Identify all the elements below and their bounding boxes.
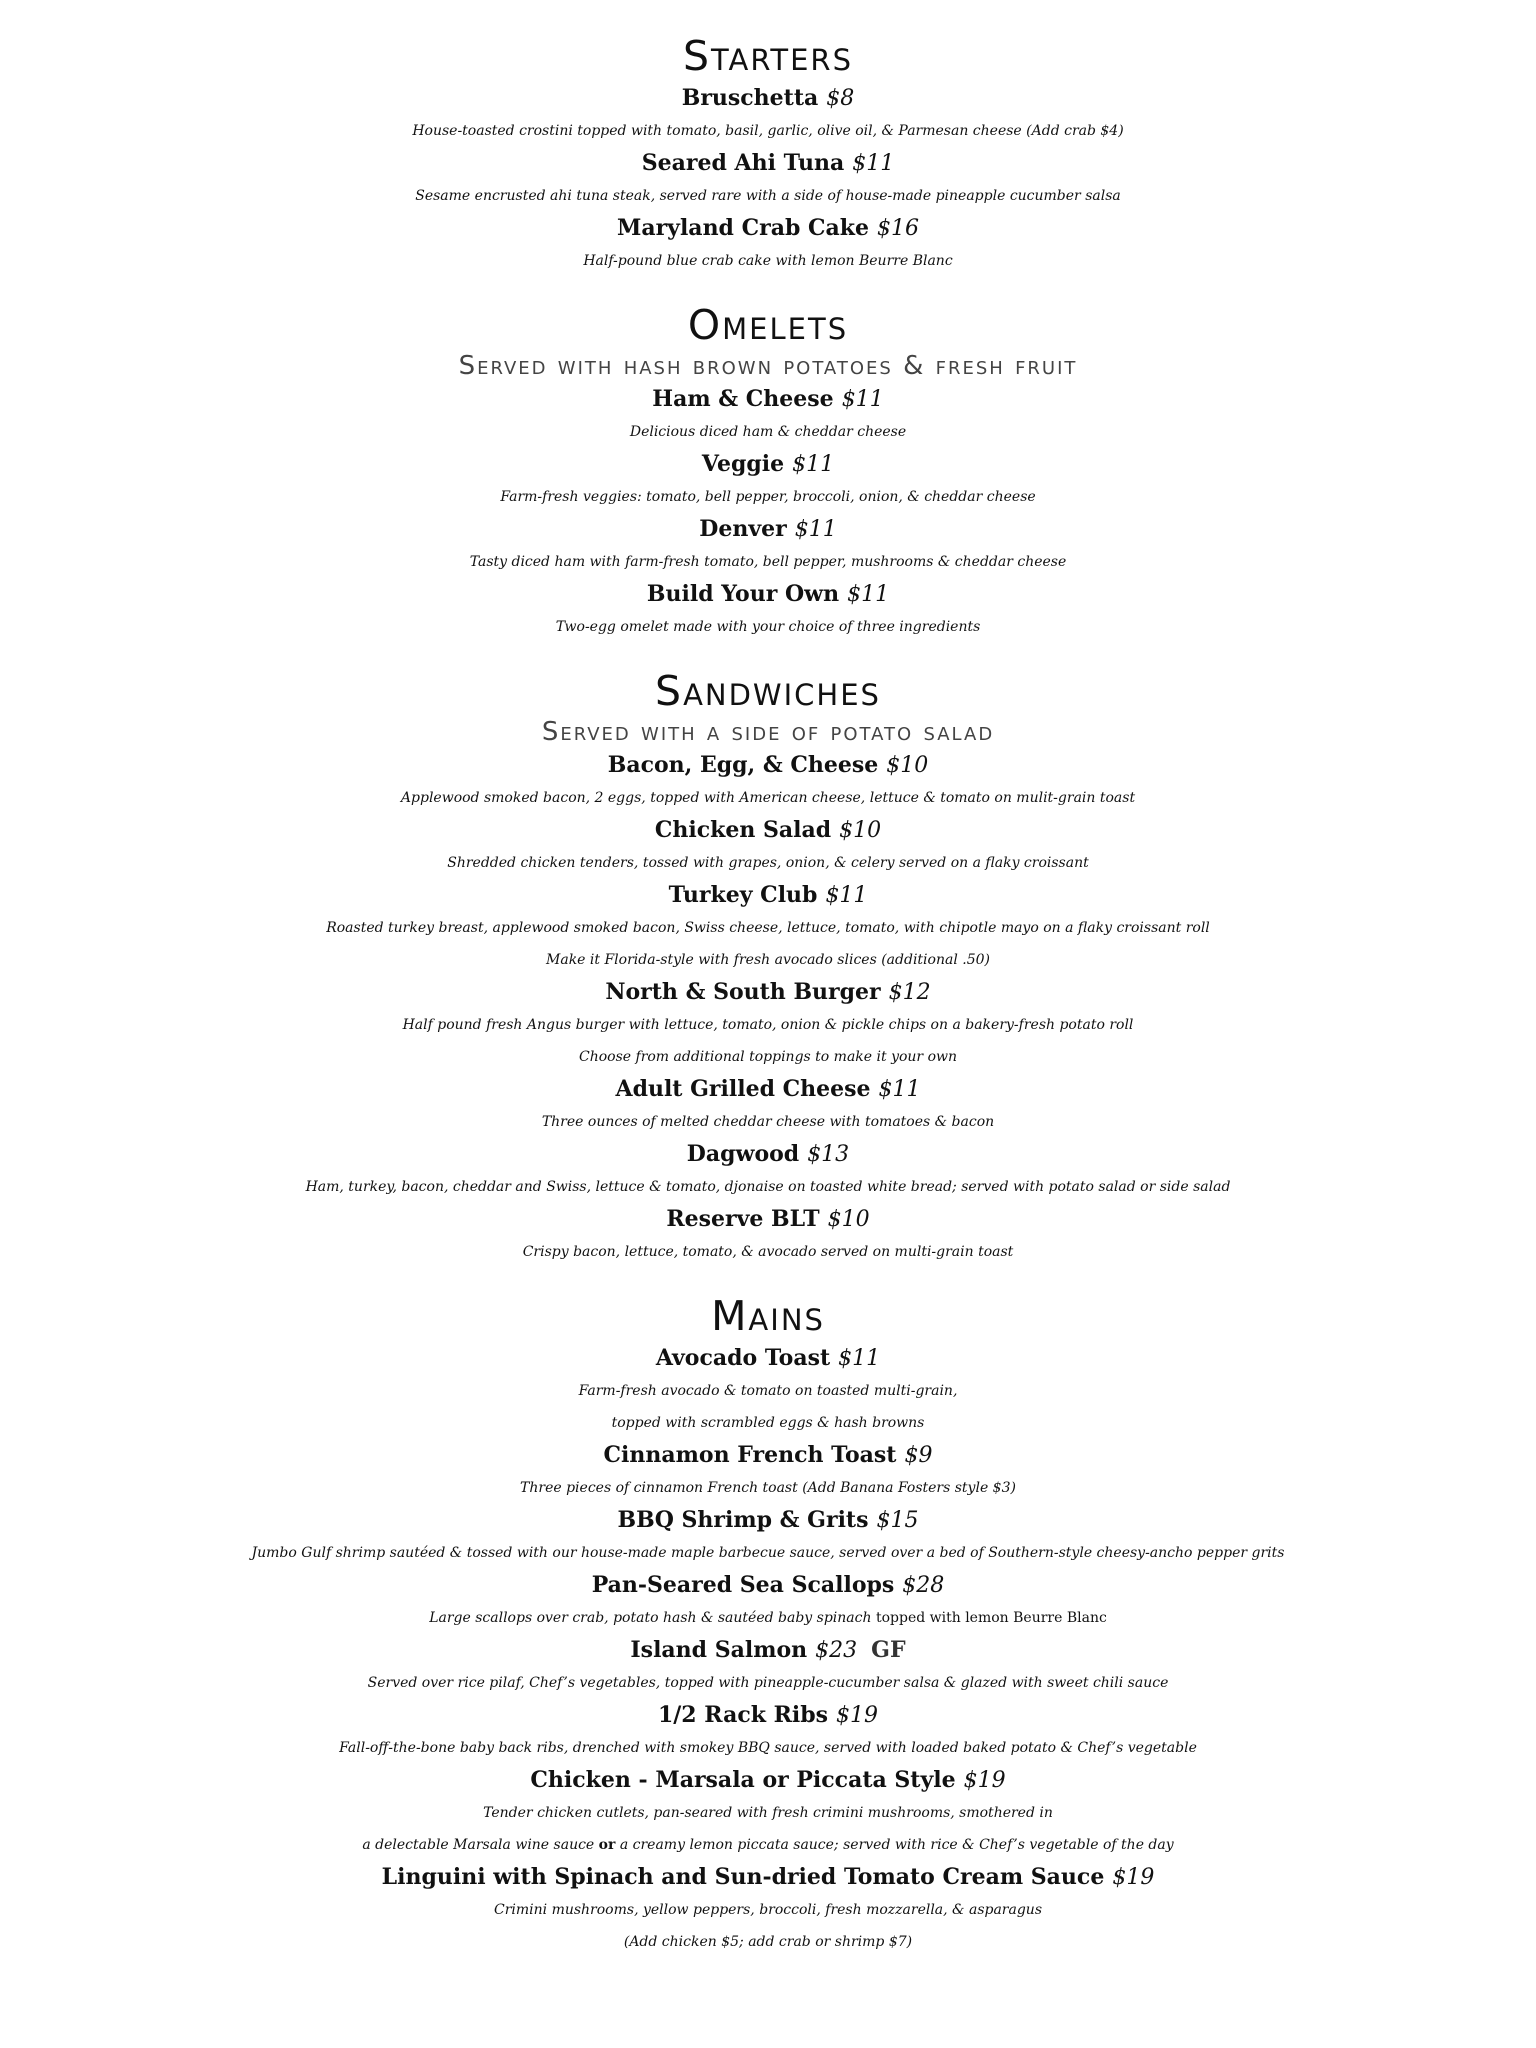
item-description-text: Half-pound blue crab cake with lemon Beurre Blanc [583,253,953,269]
item-price: $13 [807,1142,850,1167]
item-heading [0,1138,1536,1171]
menu-item [0,513,1536,578]
item-description [0,1829,1536,1861]
item-name: Ham & Cheese [652,386,834,412]
item-price: $11 [878,1077,921,1102]
item-name: Chicken - Marsala or Piccata Style [530,1767,956,1793]
item-heading [0,513,1536,546]
item-name: Veggie [701,451,785,477]
item-description-text: Three pieces of cinnamon French toast (Add Banana Fosters style $3) [520,1480,1016,1496]
menu-item [0,82,1536,147]
item-description [0,1894,1536,1926]
item-heading [0,448,1536,481]
item-description-text: Crimini mushrooms, yellow peppers, broccoli, fresh mozzarella, & asparagus [493,1902,1043,1918]
menu-section-sandwiches [0,665,1536,1268]
menu-item [0,1439,1536,1504]
menu-item [0,1138,1536,1203]
item-description [0,1009,1536,1041]
menu-item [0,1073,1536,1138]
menu-item [0,749,1536,814]
item-heading [0,212,1536,245]
item-heading [0,82,1536,115]
item-description [0,1797,1536,1829]
item-description-text: Shredded chicken tenders, tossed with grapes, onion, & celery served on a flaky croissant [447,855,1089,871]
item-description [0,481,1536,513]
item-price: $9 [904,1443,933,1468]
item-description [0,1732,1536,1764]
item-description [0,782,1536,814]
item-description-text: Choose from additional toppings to make it your own [579,1049,957,1065]
item-description-text: Applewood smoked bacon, 2 eggs, topped with American cheese, lettuce & tomato on mulit-grain toast [400,790,1136,806]
item-price: $28 [902,1573,945,1598]
item-description-text: Sesame encrusted ahi tuna steak, served rare with a side of house-made pineapple cucumber salsa [415,188,1121,204]
item-description [0,1926,1536,1958]
item-price: $23 [815,1638,858,1663]
item-heading [0,749,1536,782]
item-name: Build Your Own [646,581,840,607]
item-description-text: Three ounces of melted cheddar cheese with tomatoes & bacon [541,1114,995,1130]
item-description-text: House-toasted crostini topped with tomato, basil, garlic, olive oil, & Parmesan cheese (Add crab $4) [412,123,1124,139]
menu-item [0,879,1536,976]
menu-item [0,1342,1536,1439]
item-description-text: Two-egg omelet made with your choice of three ingredients [555,619,981,635]
item-name: Avocado Toast [655,1345,831,1371]
item-heading [0,976,1536,1009]
item-description [0,1041,1536,1073]
menu-item [0,212,1536,277]
item-description-text: topped with lemon Beurre Blanc [875,1610,1107,1626]
menu-item [0,1861,1536,1958]
section-title: Mains [711,1292,825,1340]
item-price: $11 [838,1346,881,1371]
menu-item [0,578,1536,643]
item-name: Island Salmon [630,1637,808,1663]
item-description [0,180,1536,212]
item-description-text: Fall-off-the-bone baby back ribs, drenched with smokey BBQ sauce, served with loaded baked potato & Chef’s vegetable [339,1740,1197,1756]
item-price: $11 [792,452,835,477]
item-description [0,1171,1536,1203]
item-name: 1/2 Rack Ribs [657,1702,829,1728]
item-heading [0,879,1536,912]
item-price: $12 [888,980,931,1005]
item-heading [0,1699,1536,1732]
item-description-text: Served over rice pilaf, Chef’s vegetables, topped with pineapple-cucumber salsa & glazed with sweet chili sauce [367,1675,1169,1691]
item-description [0,1375,1536,1407]
item-name: Cinnamon French Toast [603,1442,897,1468]
item-description [0,1602,1536,1634]
item-heading [0,1569,1536,1602]
item-heading [0,1342,1536,1375]
item-price: $16 [877,216,920,241]
item-description-text: a delectable Marsala wine sauce [362,1837,599,1853]
item-description-text: Large scallops over crab, potato hash & sautéed baby spinach [429,1610,876,1626]
item-description-text: Roasted turkey breast, applewood smoked bacon, Swiss cheese, lettuce, tomato, with chipotle mayo on a flaky croissant roll [326,920,1210,936]
item-name: Dagwood [686,1141,800,1167]
menu-item [0,814,1536,879]
item-name: Reserve BLT [666,1206,820,1232]
item-price: $19 [1112,1865,1155,1890]
item-description [0,944,1536,976]
item-description [0,1407,1536,1439]
item-description [0,546,1536,578]
item-heading [0,1439,1536,1472]
item-name: Bruschetta [681,85,819,111]
menu-item [0,1699,1536,1764]
item-name: Adult Grilled Cheese [615,1076,871,1102]
menu-item [0,1504,1536,1569]
item-name: BBQ Shrimp & Grits [617,1507,869,1533]
section-title: Starters [683,32,853,80]
item-name: Linguini with Spinach and Sun-dried Tomato Cream Sauce [381,1864,1105,1890]
menu-section-omelets [0,299,1536,643]
item-name: Pan-Seared Sea Scallops [591,1572,895,1598]
item-description-text: Farm-fresh avocado & tomato on toasted multi-grain, [578,1383,958,1399]
item-description [0,1537,1536,1569]
item-description-text: Delicious diced ham & cheddar cheese [629,424,907,440]
item-description [0,1472,1536,1504]
item-description [0,847,1536,879]
item-price: $15 [876,1508,919,1533]
item-heading [0,814,1536,847]
item-price: $11 [794,517,837,542]
item-price: $10 [886,753,929,778]
item-name: Seared Ahi Tuna [641,150,845,176]
item-heading [0,147,1536,180]
item-price: $8 [826,86,855,111]
item-description-text: (Add chicken $5; add crab or shrimp $7) [623,1934,913,1950]
item-description-text: Jumbo Gulf shrimp sautéed & tossed with our house-made maple barbecue sauce, served over a bed of Southern-style cheesy-ancho pepper grits [251,1545,1285,1561]
menu-item [0,448,1536,513]
item-description [0,245,1536,277]
item-description-text: Half pound fresh Angus burger with lettuce, tomato, onion & pickle chips on a bakery-fresh potato roll [402,1017,1134,1033]
item-description [0,1236,1536,1268]
item-price: $11 [852,151,895,176]
item-name: Chicken Salad [654,817,832,843]
item-description-text: or [598,1837,616,1853]
item-heading [0,578,1536,611]
item-name: Bacon, Egg, & Cheese [607,752,879,778]
menu-item [0,147,1536,212]
menu-item [0,383,1536,448]
item-description [0,1106,1536,1138]
menu-section-mains [0,1290,1536,1958]
menu-item [0,1569,1536,1634]
item-price: $11 [825,883,868,908]
item-heading [0,1634,1536,1667]
section-subtitle: Served with hash brown potatoes & fresh fruit [458,351,1078,381]
menu-section-starters [0,30,1536,277]
item-heading [0,1504,1536,1537]
gluten-free-badge: GF [871,1637,906,1663]
item-price: $10 [839,818,882,843]
item-heading [0,1764,1536,1797]
item-price: $19 [963,1768,1006,1793]
item-price: $10 [827,1207,870,1232]
item-heading [0,383,1536,416]
section-title: Omelets [687,301,849,349]
menu-item [0,976,1536,1073]
item-description-text: Ham, turkey, bacon, cheddar and Swiss, lettuce & tomato, djonaise on toasted white bread; served with potato salad or side salad [305,1179,1231,1195]
item-name: Maryland Crab Cake [616,215,870,241]
menu-item [0,1764,1536,1861]
item-description-text: Farm-fresh veggies: tomato, bell pepper, broccoli, onion, & cheddar cheese [500,489,1036,505]
section-title: Sandwiches [655,667,881,715]
item-description [0,1667,1536,1699]
item-description-text: Crispy bacon, lettuce, tomato, & avocado served on multi-grain toast [522,1244,1014,1260]
item-description [0,611,1536,643]
menu-item [0,1634,1536,1699]
item-heading [0,1203,1536,1236]
item-heading [0,1861,1536,1894]
item-price: $11 [847,582,890,607]
item-description [0,115,1536,147]
item-description-text: Tender chicken cutlets, pan-seared with fresh crimini mushrooms, smothered in [483,1805,1053,1821]
section-subtitle: Served with a side of potato salad [541,717,995,747]
item-name: Turkey Club [668,882,818,908]
item-heading [0,1073,1536,1106]
item-description-text: topped with scrambled eggs & hash browns [611,1415,925,1431]
item-description [0,416,1536,448]
item-price: $19 [836,1703,879,1728]
item-description [0,912,1536,944]
item-name: North & South Burger [605,979,881,1005]
item-description-text: Make it Florida-style with fresh avocado slices (additional .50) [546,952,990,968]
item-description-text: a creamy lemon piccata sauce; served with rice & Chef’s vegetable of the day [615,1837,1174,1853]
item-name: Denver [699,516,787,542]
item-price: $11 [841,387,884,412]
item-description-text: Tasty diced ham with farm-fresh tomato, bell pepper, mushrooms & cheddar cheese [469,554,1067,570]
menu-item [0,1203,1536,1268]
